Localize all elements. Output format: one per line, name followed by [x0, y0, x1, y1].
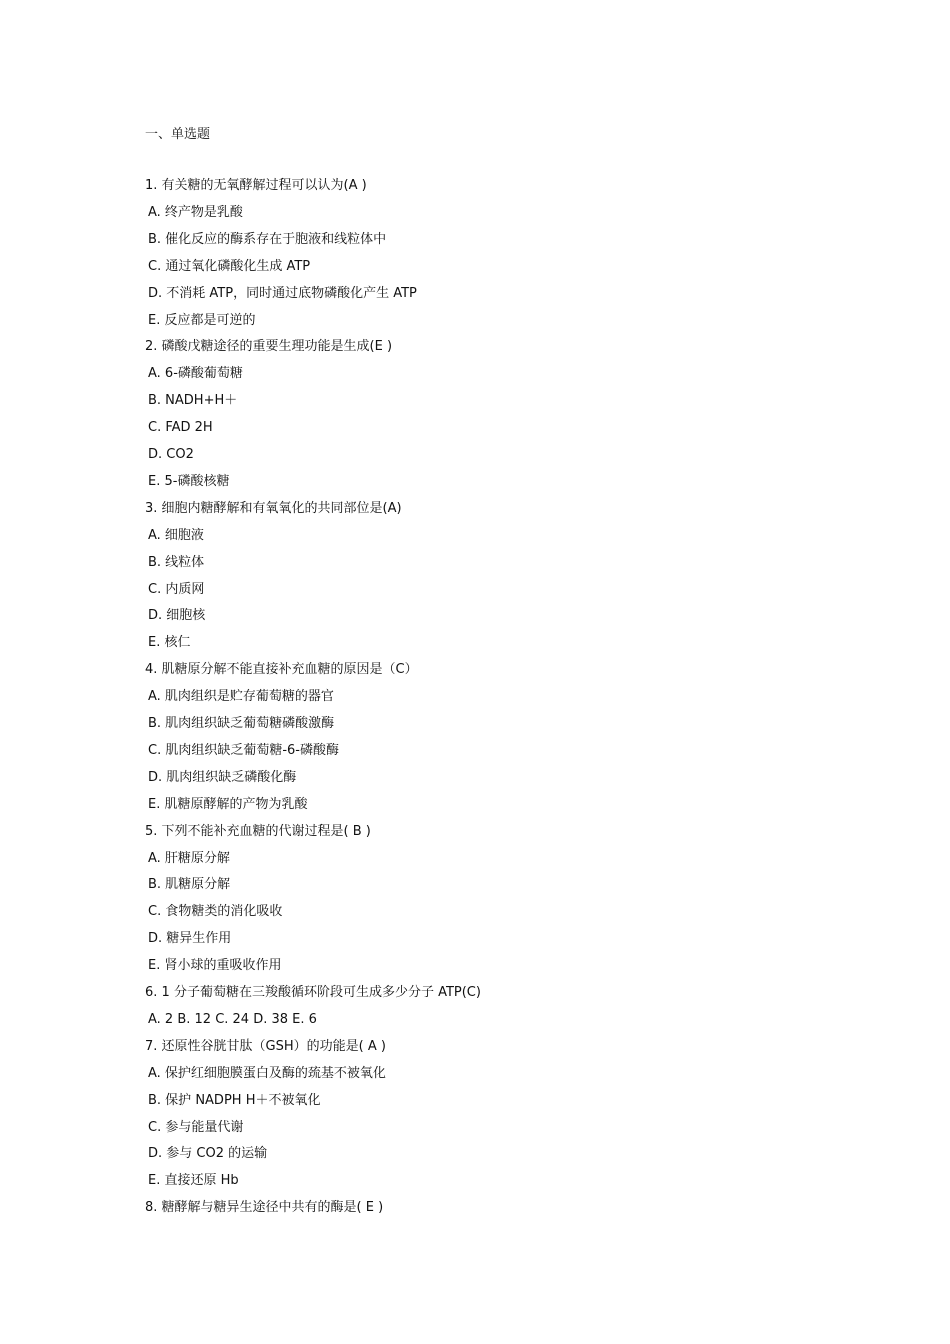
answer-option: D. 参与 CO2 的运输: [148, 1146, 268, 1161]
question-stem: 8. 糖酵解与糖异生途径中共有的酶是( E ): [145, 1200, 384, 1215]
answer-option: D. 糖异生作用: [148, 931, 232, 946]
answer-option: C. 通过氧化磷酸化生成 ATP: [148, 259, 311, 274]
answer-option: E. 肌糖原酵解的产物为乳酸: [148, 797, 308, 812]
question-stem: 1. 有关糖的无氧酵解过程可以认为(A ): [145, 178, 367, 193]
answer-option: B. NADH+H＋: [148, 393, 238, 408]
answer-option: E. 反应都是可逆的: [148, 313, 256, 328]
answer-option: A. 肝糖原分解: [148, 851, 230, 866]
answer-option: D. 不消耗 ATP，同时通过底物磷酸化产生 ATP: [148, 286, 417, 301]
question-stem: 2. 磷酸戊糖途径的重要生理功能是生成(E ): [145, 339, 393, 354]
answer-option: E. 核仁: [148, 635, 191, 650]
answer-option: B. 肌糖原分解: [148, 877, 231, 892]
question-stem: 3. 细胞内糖酵解和有氧氧化的共同部位是(A): [145, 501, 402, 516]
question-stem: 7. 还原性谷胱甘肽（GSH）的功能是( A ): [145, 1039, 386, 1054]
answer-option: A. 肌肉组织是贮存葡萄糖的器官: [148, 689, 334, 704]
question-stem: 6. 1 分子葡萄糖在三羧酸循环阶段可生成多少分子 ATP(C): [145, 985, 481, 1000]
answer-option: C. 内质网: [148, 582, 205, 597]
answer-option: B. 肌肉组织缺乏葡萄糖磷酸激酶: [148, 716, 335, 731]
answer-option: B. 线粒体: [148, 555, 205, 570]
question-stem: 5. 下列不能补充血糖的代谢过程是( B ): [145, 824, 371, 839]
answer-option: B. 保护 NADPH H＋不被氧化: [148, 1093, 321, 1108]
answer-option: C. 参与能量代谢: [148, 1120, 244, 1135]
answer-option: A. 6-磷酸葡萄糖: [148, 366, 243, 381]
answer-option: D. CO2: [148, 447, 194, 462]
question-stem: 4. 肌糖原分解不能直接补充血糖的原因是（C）: [145, 662, 418, 677]
answer-option: E. 5-磷酸核糖: [148, 474, 230, 489]
answer-option: C. FAD 2H: [148, 420, 213, 435]
answer-option: B. 催化反应的酶系存在于胞液和线粒体中: [148, 232, 387, 247]
answer-option: D. 肌肉组织缺乏磷酸化酶: [148, 770, 297, 785]
answer-option: A. 细胞液: [148, 528, 204, 543]
answer-option: E. 肾小球的重吸收作用: [148, 958, 282, 973]
answer-option: A. 2 B. 12 C. 24 D. 38 E. 6: [148, 1012, 317, 1027]
answer-option: A. 保护红细胞膜蛋白及酶的巯基不被氧化: [148, 1066, 386, 1081]
answer-option: E. 直接还原 Hb: [148, 1173, 239, 1188]
answer-option: D. 细胞核: [148, 608, 206, 623]
section-title: 一、单选题: [145, 127, 211, 142]
answer-option: A. 终产物是乳酸: [148, 205, 243, 220]
answer-option: C. 肌肉组织缺乏葡萄糖-6-磷酸酶: [148, 743, 339, 758]
answer-option: C. 食物糖类的消化吸收: [148, 904, 283, 919]
